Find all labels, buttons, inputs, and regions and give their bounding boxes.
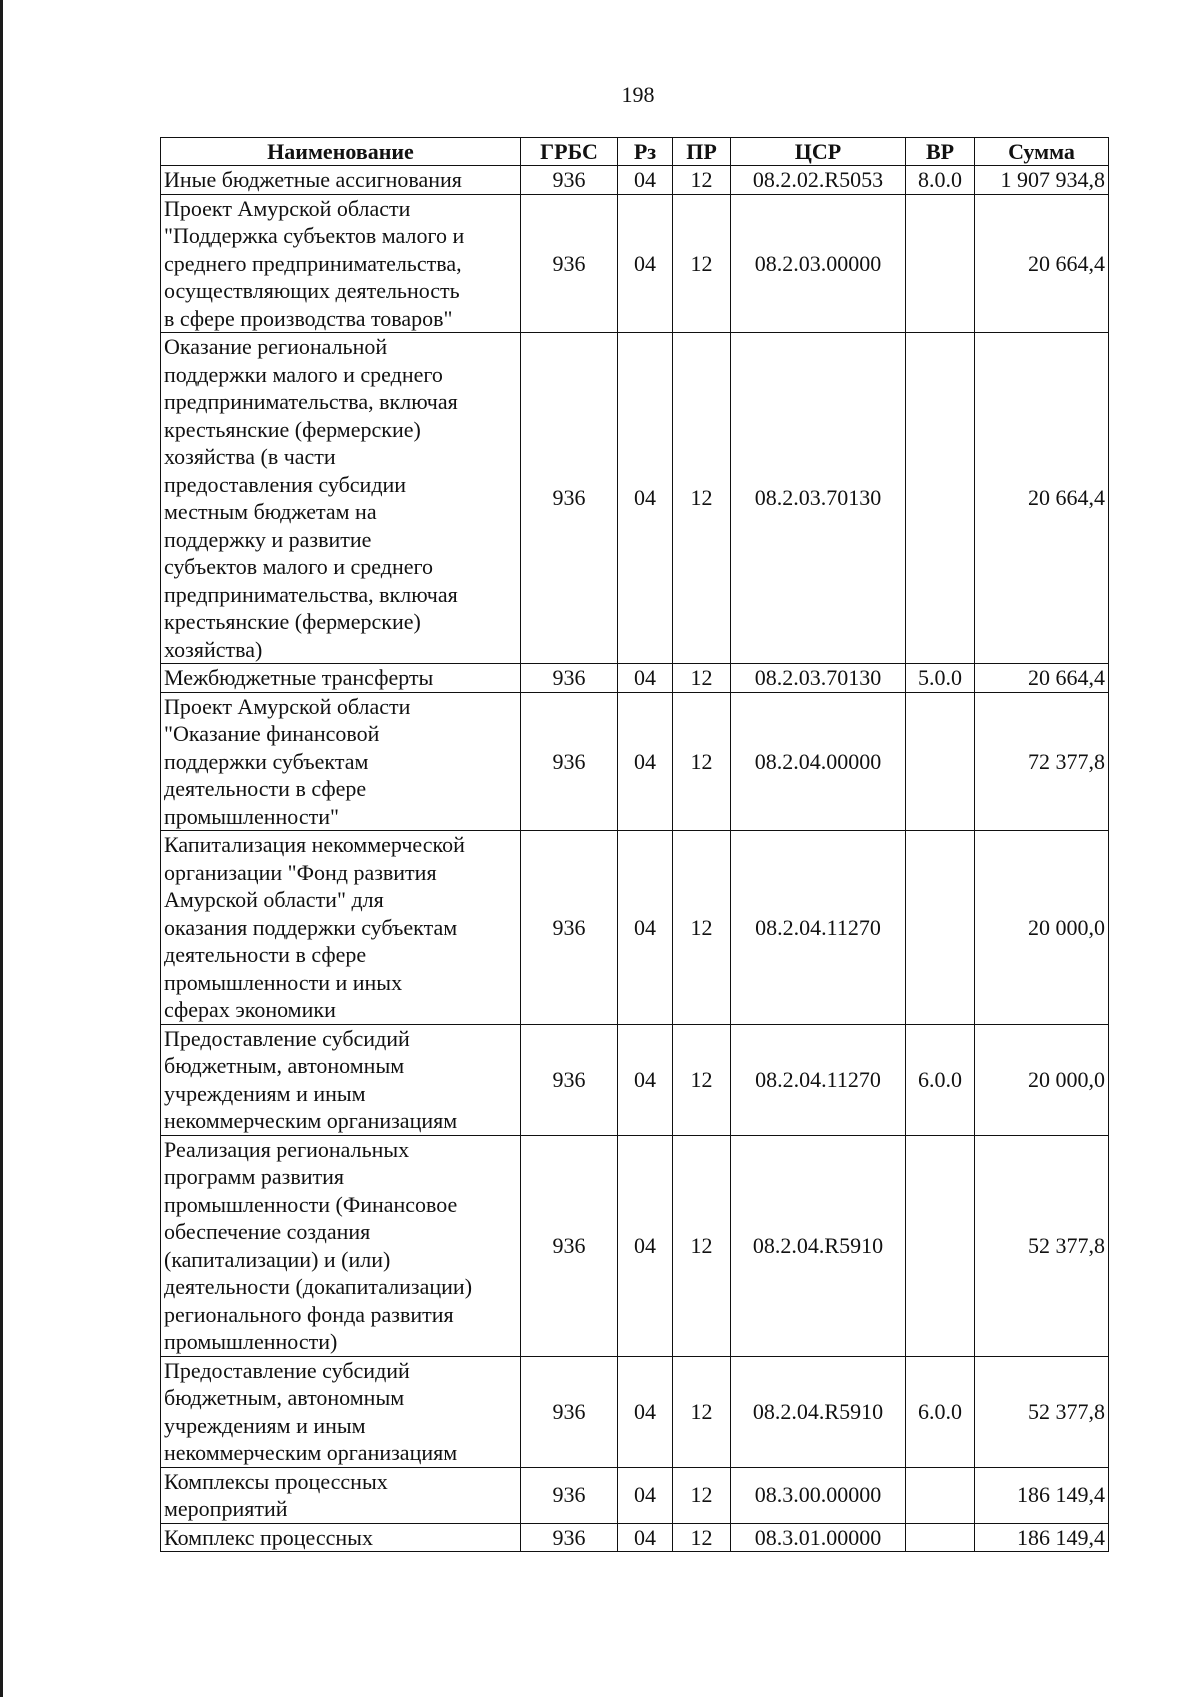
table-row <box>161 1467 1109 1523</box>
row-name: Межбюджетные трансферты <box>161 664 521 693</box>
row-sum: 20 000,0 <box>975 1024 1109 1135</box>
row-rz: 04 <box>618 166 673 195</box>
row-rz: 04 <box>618 1024 673 1135</box>
row-rz: 04 <box>618 831 673 1025</box>
row-csr: 08.2.04.R5910 <box>731 1135 906 1356</box>
row-sum: 1 907 934,8 <box>975 166 1109 195</box>
row-pr: 12 <box>673 1523 731 1552</box>
row-vr <box>906 831 975 1025</box>
row-csr: 08.3.00.00000 <box>731 1467 906 1523</box>
row-sum: 72 377,8 <box>975 692 1109 831</box>
row-name: Оказание региональной поддержки малого и среднего предпринимательства, включая крестьянские (фермерские) хозяйства (в части предоставления субсидии местным бюджетам на поддержку и развитие субъектов малого и среднего предпринимательства, включая крестьянские (фермерские) хозяйства) <box>161 333 521 664</box>
table-header-row <box>161 138 1109 166</box>
row-pr: 12 <box>673 166 731 195</box>
row-name: Иные бюджетные ассигнования <box>161 166 521 195</box>
row-pr: 12 <box>673 664 731 693</box>
row-grbs: 936 <box>521 664 618 693</box>
row-sum: 20 664,4 <box>975 664 1109 693</box>
row-csr: 08.2.03.00000 <box>731 194 906 333</box>
row-rz: 04 <box>618 1467 673 1523</box>
row-name: Комплекс процессных <box>161 1523 521 1552</box>
row-grbs: 936 <box>521 1467 618 1523</box>
row-sum: 20 664,4 <box>975 333 1109 664</box>
row-csr: 08.2.04.R5910 <box>731 1356 906 1467</box>
table-row <box>161 194 1109 333</box>
row-sum: 20 000,0 <box>975 831 1109 1025</box>
row-vr: 5.0.0 <box>906 664 975 693</box>
row-vr <box>906 1135 975 1356</box>
row-vr <box>906 692 975 831</box>
row-grbs: 936 <box>521 1356 618 1467</box>
budget-table <box>160 137 1109 1552</box>
header-sum: Сумма <box>975 138 1109 166</box>
row-csr: 08.2.04.11270 <box>731 831 906 1025</box>
header-csr: ЦСР <box>731 138 906 166</box>
row-pr: 12 <box>673 1135 731 1356</box>
row-csr: 08.2.04.00000 <box>731 692 906 831</box>
row-name: Комплексы процессных мероприятий <box>161 1467 521 1523</box>
row-pr: 12 <box>673 194 731 333</box>
table-row <box>161 1024 1109 1135</box>
row-name: Капитализация некоммерческой организации "Фонд развития Амурской области" для оказания поддержки субъектам деятельности в сфере промышленности и иных сферах экономики <box>161 831 521 1025</box>
row-vr: 6.0.0 <box>906 1024 975 1135</box>
row-pr: 12 <box>673 692 731 831</box>
row-sum: 186 149,4 <box>975 1523 1109 1552</box>
header-vr: ВР <box>906 138 975 166</box>
row-name: Проект Амурской области "Поддержка субъектов малого и среднего предпринимательства, осуществляющих деятельность в сфере производства товаров" <box>161 194 521 333</box>
row-rz: 04 <box>618 1356 673 1467</box>
row-rz: 04 <box>618 692 673 831</box>
row-grbs: 936 <box>521 1523 618 1552</box>
table-row <box>161 692 1109 831</box>
row-grbs: 936 <box>521 166 618 195</box>
scan-left-edge <box>0 0 3 1697</box>
row-rz: 04 <box>618 333 673 664</box>
table-row <box>161 831 1109 1025</box>
row-grbs: 936 <box>521 1024 618 1135</box>
row-name: Предоставление субсидий бюджетным, автономным учреждениям и иным некоммерческим организациям <box>161 1356 521 1467</box>
row-grbs: 936 <box>521 831 618 1025</box>
row-csr: 08.2.03.70130 <box>731 664 906 693</box>
row-pr: 12 <box>673 1356 731 1467</box>
row-grbs: 936 <box>521 1135 618 1356</box>
page-number: 198 <box>621 82 655 107</box>
table-row <box>161 333 1109 664</box>
table-row <box>161 1135 1109 1356</box>
table-row <box>161 166 1109 195</box>
row-sum: 20 664,4 <box>975 194 1109 333</box>
header-grbs: ГРБС <box>521 138 618 166</box>
row-rz: 04 <box>618 1135 673 1356</box>
row-csr: 08.3.01.00000 <box>731 1523 906 1552</box>
header-name: Наименование <box>161 138 521 166</box>
row-name: Проект Амурской области "Оказание финансовой поддержки субъектам деятельности в сфере промышленности" <box>161 692 521 831</box>
row-csr: 08.2.03.70130 <box>731 333 906 664</box>
row-vr <box>906 194 975 333</box>
row-grbs: 936 <box>521 692 618 831</box>
row-vr <box>906 1467 975 1523</box>
table-row <box>161 664 1109 693</box>
row-pr: 12 <box>673 1467 731 1523</box>
row-grbs: 936 <box>521 333 618 664</box>
row-csr: 08.2.02.R5053 <box>731 166 906 195</box>
header-rz: Рз <box>618 138 673 166</box>
row-sum: 52 377,8 <box>975 1135 1109 1356</box>
row-rz: 04 <box>618 194 673 333</box>
row-vr <box>906 1523 975 1552</box>
table-row <box>161 1356 1109 1467</box>
row-grbs: 936 <box>521 194 618 333</box>
row-rz: 04 <box>618 664 673 693</box>
row-vr <box>906 333 975 664</box>
row-name: Реализация региональных программ развития промышленности (Финансовое обеспечение создания (капитализации) и (или) деятельности (докапитализации) регионального фонда развития промышленности) <box>161 1135 521 1356</box>
row-rz: 04 <box>618 1523 673 1552</box>
row-pr: 12 <box>673 831 731 1025</box>
header-pr: ПР <box>673 138 731 166</box>
row-name: Предоставление субсидий бюджетным, автономным учреждениям и иным некоммерческим организациям <box>161 1024 521 1135</box>
row-sum: 52 377,8 <box>975 1356 1109 1467</box>
row-sum: 186 149,4 <box>975 1467 1109 1523</box>
row-pr: 12 <box>673 333 731 664</box>
row-csr: 08.2.04.11270 <box>731 1024 906 1135</box>
row-vr: 8.0.0 <box>906 166 975 195</box>
table-row <box>161 1523 1109 1552</box>
row-vr: 6.0.0 <box>906 1356 975 1467</box>
row-pr: 12 <box>673 1024 731 1135</box>
